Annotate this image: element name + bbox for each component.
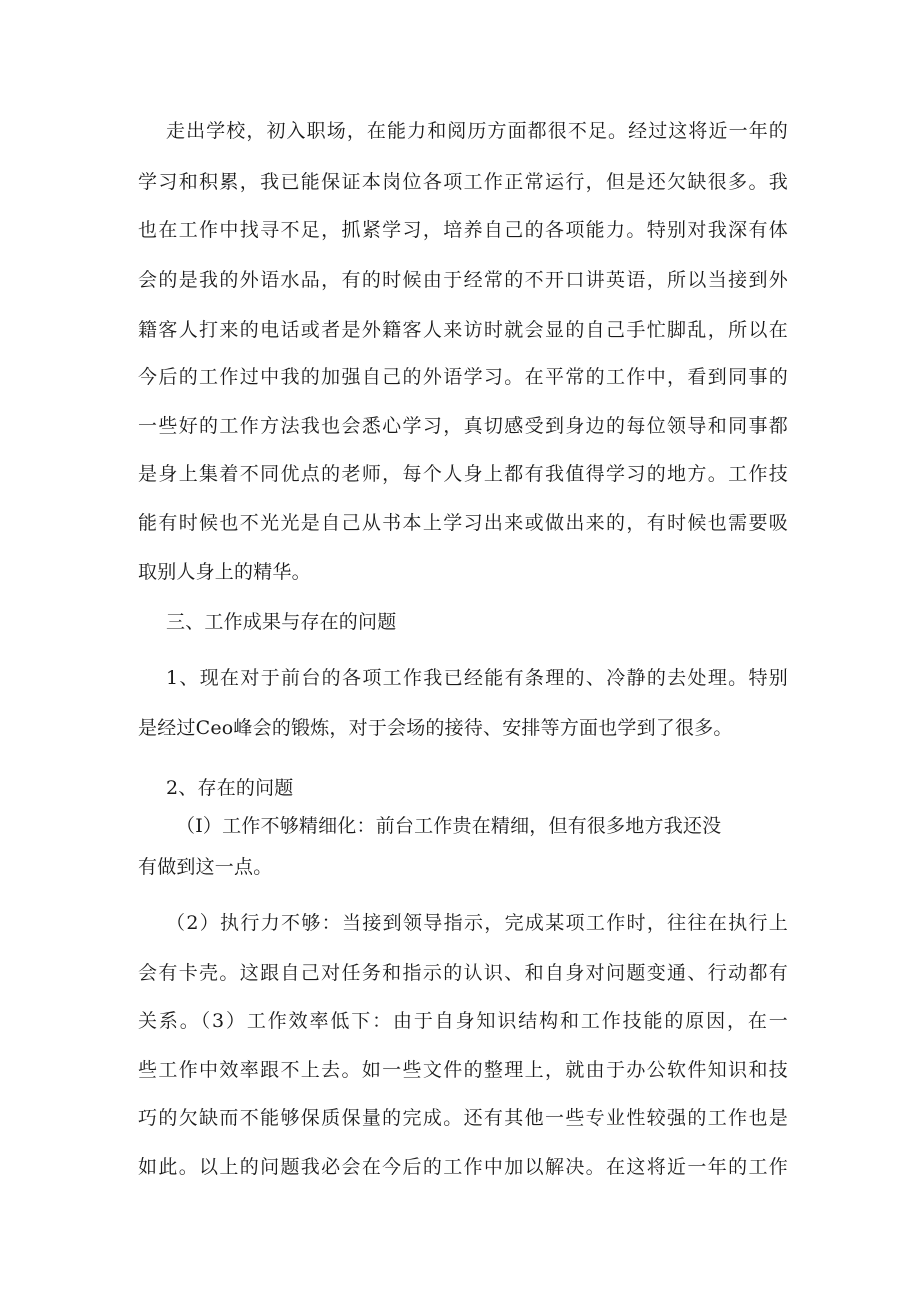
- paragraph-1-line-5: 籍客人打来的电话或者是外籍客人来访时就会显的自己手忙脚乱，所以在: [138, 319, 788, 341]
- sub-item-1-line-1: （I）工作不够精细化：前台工作贵在精细，但有很多地方我还没: [176, 815, 722, 837]
- paragraph-1-line-10: 取别人身上的精华。: [138, 561, 311, 583]
- paragraph-1-line-2: 学习和积累，我已能保证本岗位各项工作正常运行，但是还欠缺很多。我: [138, 171, 788, 193]
- sub-item-2-line-1: （2）执行力不够：当接到领导指示，完成某项工作时，往往在执行上: [166, 912, 788, 934]
- section-heading: 三、工作成果与存在的问题: [166, 611, 397, 633]
- sub-item-2-line-2: 会有卡壳。这跟自己对任务和指示的认识、和自身对问题变通、行动都有: [138, 962, 788, 984]
- paragraph-1-line-3: 也在工作中找寻不足，抓紧学习，培养自己的各项能力。特别对我深有体: [138, 219, 788, 241]
- paragraph-1-line-1: 走出学校，初入职场，在能力和阅历方面都很不足。经过这将近一年的: [166, 120, 788, 142]
- paragraph-1-line-4: 会的是我的外语水品，有的时候由于经常的不开口讲英语，所以当接到外: [138, 269, 788, 291]
- sub-item-2-line-4: 些工作中效率跟不上去。如一些文件的整理上，就由于办公软件知识和技: [138, 1059, 788, 1081]
- paragraph-1-line-8: 是身上集着不同优点的老师，每个人身上都有我值得学习的地方。工作技: [138, 463, 788, 485]
- sub-item-2-line-5: 巧的欠缺而不能够保质保量的完成。还有其他一些专业性较强的工作也是: [138, 1107, 788, 1129]
- sub-item-1-line-2: 有做到这一点。: [138, 856, 273, 878]
- item-1-line-2: 是经过Ceo峰会的锻炼，对于会场的接待、安排等方面也学到了很多。: [138, 717, 733, 739]
- paragraph-1-line-7: 一些好的工作方法我也会悉心学习，真切感受到身边的每位领导和同事都: [138, 415, 788, 437]
- sub-item-2-line-3: 关系。（3）工作效率低下：由于自身知识结构和工作技能的原因，在一: [138, 1010, 788, 1032]
- paragraph-1-line-9: 能有时候也不光光是自己从书本上学习出来或做出来的，有时候也需要吸: [138, 512, 788, 534]
- item-2-heading: 2、存在的问题: [166, 777, 294, 799]
- paragraph-1-line-6: 今后的工作过中我的加强自己的外语学习。在平常的工作中，看到同事的: [138, 366, 788, 388]
- sub-item-2-line-6: 如此。以上的问题我必会在今后的工作中加以解决。在这将近一年的工作: [138, 1156, 788, 1178]
- item-1-line-1: 1、现在对于前台的各项工作我已经能有条理的、冷静的去处理。特别: [166, 667, 788, 689]
